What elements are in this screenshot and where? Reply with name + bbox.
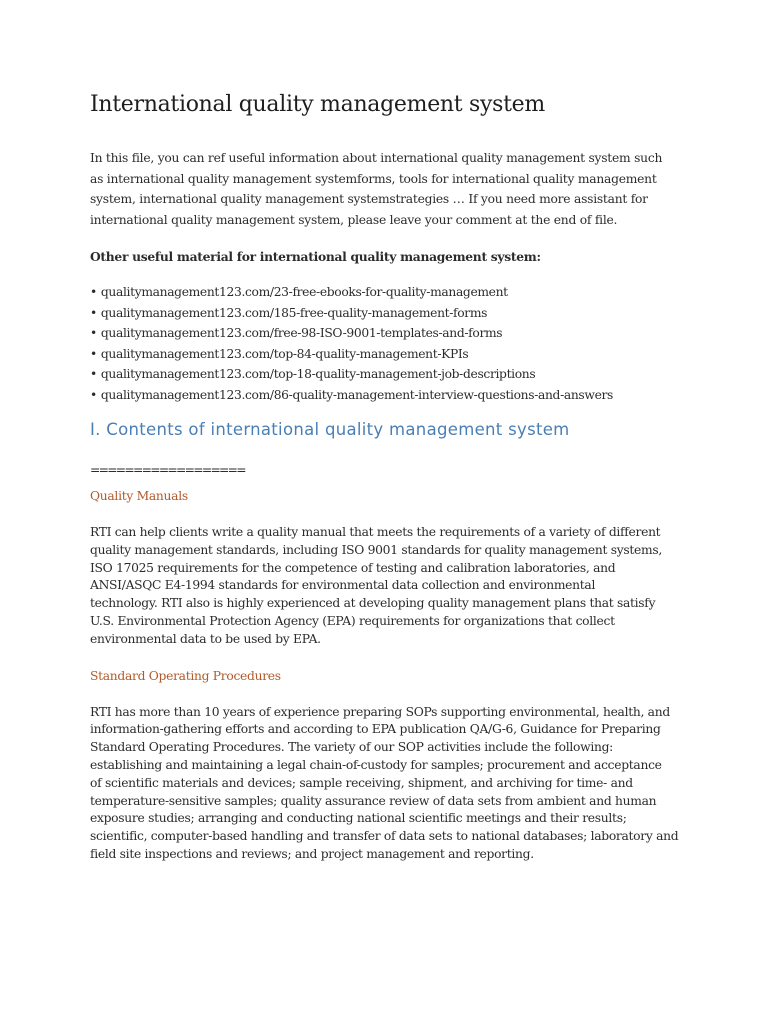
resource-link[interactable]: qualitymanagement123.com/free-98-ISO-9001-templates-and-forms (100, 326, 503, 340)
bullet-icon: • (90, 367, 97, 381)
paragraph-line: U.S. Environmental Protection Agency (EPA) requirements for organizations that collect (90, 613, 615, 628)
resource-link-item[interactable] (90, 323, 690, 344)
paragraph-quality-manuals (90, 524, 690, 649)
paragraph-line: Standard Operating Procedures. The variety of our SOP activities include the following: (90, 740, 613, 755)
paragraph-line: scientific, computer-based handling and transfer of data sets to national databases; laboratory and (90, 829, 679, 844)
separator-line: ================== (90, 463, 245, 477)
material-heading: Other useful material for international quality management system: (90, 249, 541, 264)
intro-line: as international quality management systemforms, tools for international quality management (90, 171, 657, 186)
paragraph-line: quality management standards, including ISO 9001 standards for quality management systems, (90, 542, 663, 557)
resource-link-item[interactable] (90, 303, 690, 324)
intro-line: system, international quality management systemstrategies … If you need more assistant for (90, 192, 648, 206)
paragraph-line: RTI can help clients write a quality manual that meets the requirements of a variety of different (90, 525, 661, 539)
bullet-icon: • (90, 387, 97, 402)
paragraph-line: technology. RTI also is highly experienced at developing quality management plans that satisfy (90, 596, 656, 611)
resource-link-list (90, 282, 690, 405)
resource-link-item[interactable] (90, 364, 690, 385)
intro-line: international quality management system, please leave your comment at the end of file. (90, 212, 618, 227)
intro-paragraph (90, 148, 690, 230)
paragraph-line: information-gathering efforts and according to EPA publication QA/G-6, Guidance for Preparing (90, 722, 661, 737)
paragraph-line: RTI has more than 10 years of experience preparing SOPs supporting environmental, health, and (90, 704, 670, 719)
paragraph-line: field site inspections and reviews; and project management and reporting. (90, 846, 534, 861)
paragraph-line: environmental data to be used by EPA. (90, 631, 321, 646)
subheading-standard-operating-procedures: Standard Operating Procedures (90, 668, 281, 683)
resource-link[interactable]: qualitymanagement123.com/185-free-quality-management-forms (100, 305, 488, 320)
document-page (90, 92, 690, 884)
resource-link[interactable]: qualitymanagement123.com/top-18-quality-management-job-descriptions (100, 367, 536, 381)
resource-link-item[interactable] (90, 385, 690, 406)
section-heading: I. Contents of international quality management system (90, 420, 570, 439)
resource-link[interactable]: qualitymanagement123.com/23-free-ebooks-for-quality-management (100, 285, 508, 299)
bullet-icon: • (90, 305, 97, 320)
bullet-icon: • (90, 285, 97, 299)
bullet-icon: • (90, 346, 97, 361)
resource-link[interactable]: qualitymanagement123.com/top-84-quality-management-KPIs (100, 346, 469, 361)
paragraph-line: ISO 17025 requirements for the competence of testing and calibration laboratories, and (90, 560, 616, 575)
resource-link-item[interactable] (90, 344, 690, 365)
paragraph-line: temperature-sensitive samples; quality assurance review of data sets from ambient and human (90, 793, 657, 808)
resource-link-item[interactable] (90, 282, 690, 303)
paragraph-standard-operating-procedures (90, 704, 690, 864)
paragraph-line: of scientific materials and devices; sample receiving, shipment, and archiving for time- and (90, 775, 633, 790)
subheading-quality-manuals: Quality Manuals (90, 489, 188, 503)
intro-line: In this file, you can ref useful information about international quality management system such (90, 151, 663, 165)
bullet-icon: • (90, 326, 97, 340)
paragraph-line: establishing and maintaining a legal chain-of-custody for samples; procurement and acceptance (90, 757, 662, 772)
document-title: International quality management system (90, 92, 545, 117)
paragraph-line: exposure studies; arranging and conducting national scientific meetings and their results; (90, 811, 627, 826)
paragraph-line: ANSI/ASQC E4-1994 standards for environmental data collection and environmental (90, 578, 596, 593)
resource-link[interactable]: qualitymanagement123.com/86-quality-management-interview-questions-and-answers (100, 387, 613, 402)
